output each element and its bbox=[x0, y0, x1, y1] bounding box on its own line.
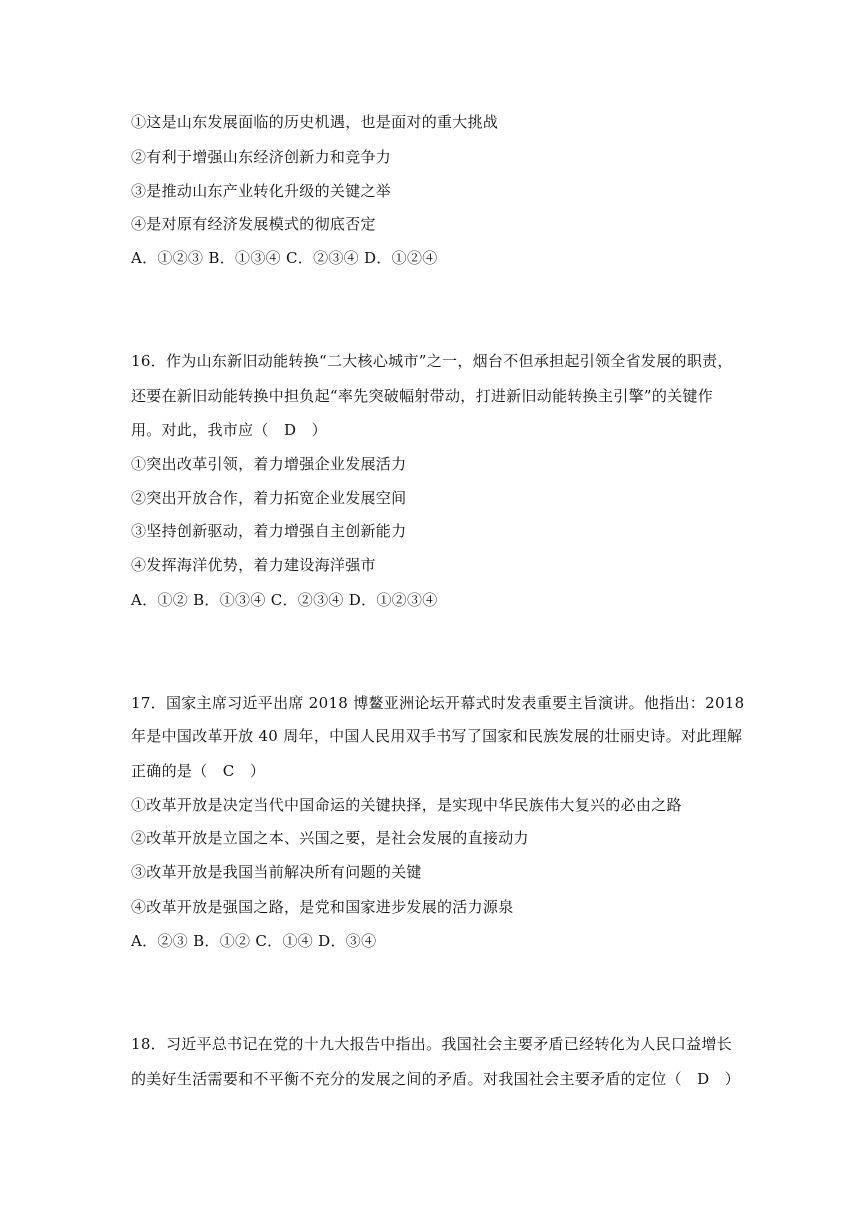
q16-stem-line-2: 还要在新旧动能转换中担负起“率先突破幅射带动，打进新旧动能转换主引擎”的关键作 bbox=[131, 387, 714, 405]
q16-option-4: ④发挥海洋优势，着力建设海洋强市 bbox=[131, 556, 376, 574]
q15-option-3: ③是推动山东产业转化升级的关键之举 bbox=[131, 182, 392, 200]
q18-stem-line-1: 18．习近平总书记在党的十九大报告中指出。我国社会主要矛盾已经转化为人民口益增长 bbox=[131, 1035, 733, 1053]
q16-stem-line-3: 用。对此，我市应（ D ） bbox=[131, 421, 327, 439]
q16-option-1: ①突出改革引领，着力增强企业发展活力 bbox=[131, 455, 407, 473]
q17-stem-line-2: 年是中国改革开放 40 周年，中国人民用双手书写了国家和民族发展的壮丽史诗。对此理解 bbox=[131, 727, 743, 745]
q15-answer-choices: A．①②③ B．①③④ C．②③④ D．①②④ bbox=[131, 249, 438, 267]
q17-answer-choices: A．②③ B．①② C．①④ D．③④ bbox=[131, 932, 377, 950]
q17-option-1: ①改革开放是决定当代中国命运的关键抉择，是实现中华民族伟大复兴的必由之路 bbox=[131, 796, 682, 814]
q16-option-3: ③坚持创新驱动，着力增强自主创新能力 bbox=[131, 522, 407, 540]
q16-answer-choices: A．①② B．①③④ C．②③④ D．①②③④ bbox=[131, 591, 438, 609]
q17-stem-line-1: 17．国家主席习近平出席 2018 博鳌亚洲论坛开幕式时发表重要主旨演讲。他指出：2018 bbox=[131, 694, 745, 712]
q17-option-3: ③改革开放是我国当前解决所有问题的关键 bbox=[131, 863, 422, 881]
q18-stem-line-2: 的美好生活需要和不平衡不充分的发展之间的矛盾。对我国社会主要矛盾的定位（ D ） bbox=[131, 1070, 741, 1088]
q17-option-2: ②改革开放是立国之本、兴国之要，是社会发展的直接动力 bbox=[131, 829, 529, 847]
q15-option-2: ②有利于增强山东经济创新力和竞争力 bbox=[131, 148, 392, 166]
q15-option-4: ④是对原有经济发展模式的彻底否定 bbox=[131, 215, 376, 233]
q16-option-2: ②突出开放合作，着力拓宽企业发展空间 bbox=[131, 489, 407, 507]
q17-option-4: ④改革开放是强国之路，是党和国家进步发展的活力源泉 bbox=[131, 898, 514, 916]
q16-stem-line-1: 16．作为山东新旧动能转换“二大核心城市”之一，烟台不但承担起引领全省发展的职责， bbox=[131, 352, 733, 370]
q15-option-1: ①这是山东发展面临的历史机遇，也是面对的重大挑战 bbox=[131, 113, 499, 131]
q17-stem-line-3: 正确的是（ C ） bbox=[131, 762, 266, 780]
